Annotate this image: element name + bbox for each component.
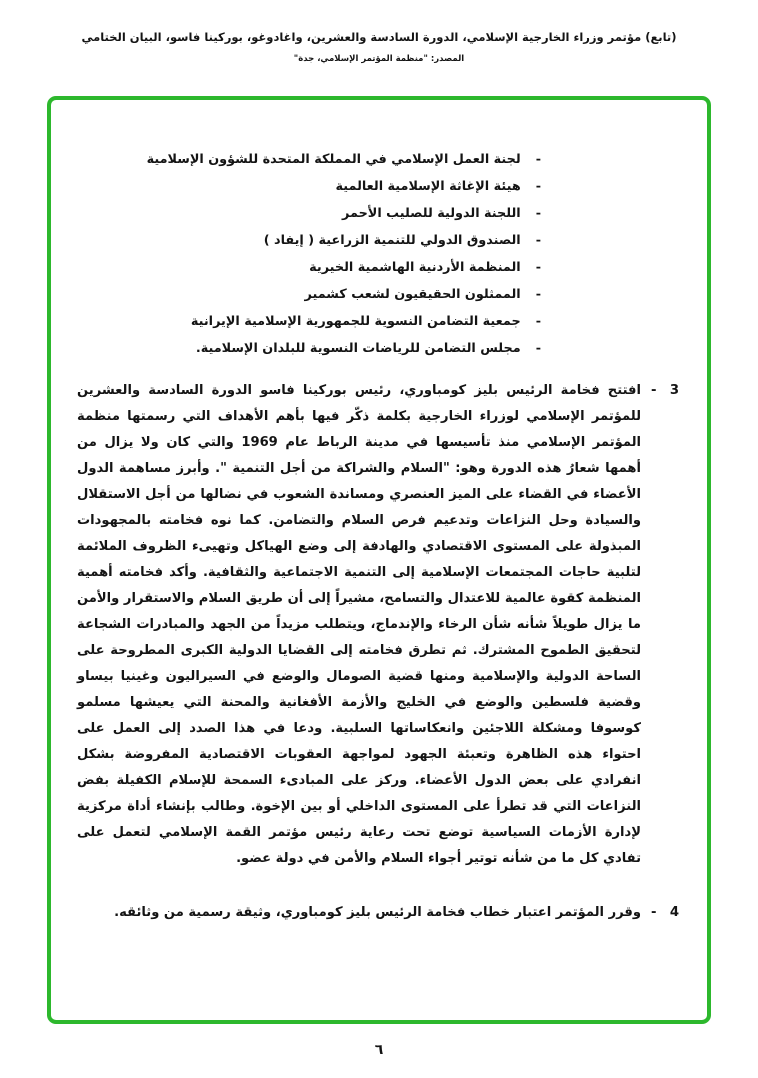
list-item xyxy=(77,308,541,335)
list-item xyxy=(77,281,541,308)
dash-bullet-icon: - xyxy=(535,341,541,356)
dash-bullet-icon: - xyxy=(535,287,541,302)
list-item-label: جمعية التضامن النسوية للجمهورية الإسلامية الإيرانية xyxy=(190,314,521,329)
organizations-list xyxy=(77,146,679,362)
section-number-value: 4 xyxy=(669,905,679,920)
dash-bullet-icon: - xyxy=(535,233,541,248)
header-title: (تابع) مؤتمر وزراء الخارجية الإسلامي، الدورة السادسة والعشرين، واغادوغو، بوركينا فاسو، البيان الختامي xyxy=(81,30,677,44)
dash-bullet-icon: - xyxy=(535,152,541,167)
header-source: المصدر: "منظمة المؤتمر الإسلامي، جدة" xyxy=(293,54,465,64)
list-item xyxy=(77,173,541,200)
dash-separator-icon: - xyxy=(651,905,657,920)
dash-bullet-icon: - xyxy=(535,206,541,221)
content-area xyxy=(51,100,707,1020)
list-item xyxy=(77,200,541,227)
list-item-label: الصندوق الدولي للتنمية الزراعية ( إيفاد ) xyxy=(263,233,521,248)
document-header xyxy=(0,30,758,64)
list-item xyxy=(77,227,541,254)
dash-bullet-icon: - xyxy=(535,260,541,275)
list-item-label: الممثلون الحقيقيون لشعب كشمير xyxy=(304,287,521,302)
page-number: ٦ xyxy=(374,1042,384,1058)
numbered-section-4 xyxy=(77,900,679,926)
list-item xyxy=(77,146,541,173)
section-number xyxy=(643,378,679,872)
list-item-label: المنظمة الأردنية الهاشمية الخيرية xyxy=(309,260,521,275)
list-item-label: هيئة الإغاثة الإسلامية العالمية xyxy=(335,179,521,194)
section-number xyxy=(643,900,679,926)
content-frame xyxy=(47,96,711,1024)
list-item xyxy=(77,335,541,362)
list-item-label: اللجنة الدولية للصليب الأحمر xyxy=(342,206,521,221)
section-number-value: 3 xyxy=(669,383,679,398)
dash-bullet-icon: - xyxy=(535,314,541,329)
numbered-section-3 xyxy=(77,378,679,872)
section-text: افتتح فخامة الرئيس بليز كومباوري، رئيس بوركينا فاسو الدورة السادسة والعشرين للمؤتمر الإسلامي لوزراء الخارجية بكلمة ذكّر فيها بأهم الأهداف التي رسمتها منظمة المؤتمر الإسلامي منذ تأسيسها في مدينة الرباط عام 1969 والتي كان ولا يزال من أهمها شعارُ هذه الدورة وهو: "السلام والشراكة من أجل التنمية ". وأبرز مساهمة الدول الأعضاء في القضاء على الميز العنصري ومساندة الشعوب في نضالها من أجل الاستقلال والسيادة وحل النزاعات وتدعيم فرص السلام والتضامن. كما نوه فخامته بالمجهودات المبذولة على المستوى الاقتصادي والهادفة إلى وضع الهياكل وتهيىء الظروف الملائمة لتلبية حاجات المجتمعات الإسلامية إلى التنمية الاجتماعية والثقافية. وأكد فخامته أهمية المنظمة كقوة عالمية للاعتدال والتسامح، مشيراً إلى أن طريق السلام والاستقرار والأمن ما يزال طويلاً شأنه شأن الرخاء والإندماج، ويتطلب مزيداً من الجهد والمبادرات الشجاعة لتحقيق الطموح المشترك. ثم تطرق فخامته إلى القضايا الدولية الكبرى المطروحة على الساحة الدولية والإسلامية ومنها قضية الصومال والوضع في السيراليون وغينيا بيساو وقضية فلسطين والوضع في الخليج والأزمة الأفغانية والمحنة التي يعيشها مسلمو كوسوفا ومشكلة اللاجئين وانعكاساتها السلبية. ودعا في هذا الصدد إلى العمل على احتواء هذه الظاهرة وتعبئة الجهود لمواجهة العقوبات الاقتصادية المفروضة بشكل انفرادي على بعض الدول الأعضاء. وركز على المبادىء السمحة للإسلام الكفيلة بفض النزاعات التي قد تطرأ على المستوى الداخلي أو بين الإخوة. وطالب بإنشاء أداة مركزية لإدارة الأزمات السياسية توضع تحت رعاية رئيس مؤتمر القمة الإسلامي لتعمل على تفادي كل ما من شأنه توتير أجواء السلام والأمن في دولة عضو. xyxy=(77,383,642,866)
dash-separator-icon: - xyxy=(651,383,657,398)
list-item-label: لجنة العمل الإسلامي في المملكة المتحدة للشؤون الإسلامية xyxy=(146,152,521,167)
dash-bullet-icon: - xyxy=(535,179,541,194)
list-item xyxy=(77,254,541,281)
list-item-label: مجلس التضامن للرياضات النسوية للبلدان الإسلامية. xyxy=(195,341,521,356)
section-text: وقرر المؤتمر اعتبار خطاب فخامة الرئيس بليز كومباوري، وثيقة رسمية من وثائقه. xyxy=(114,905,641,920)
